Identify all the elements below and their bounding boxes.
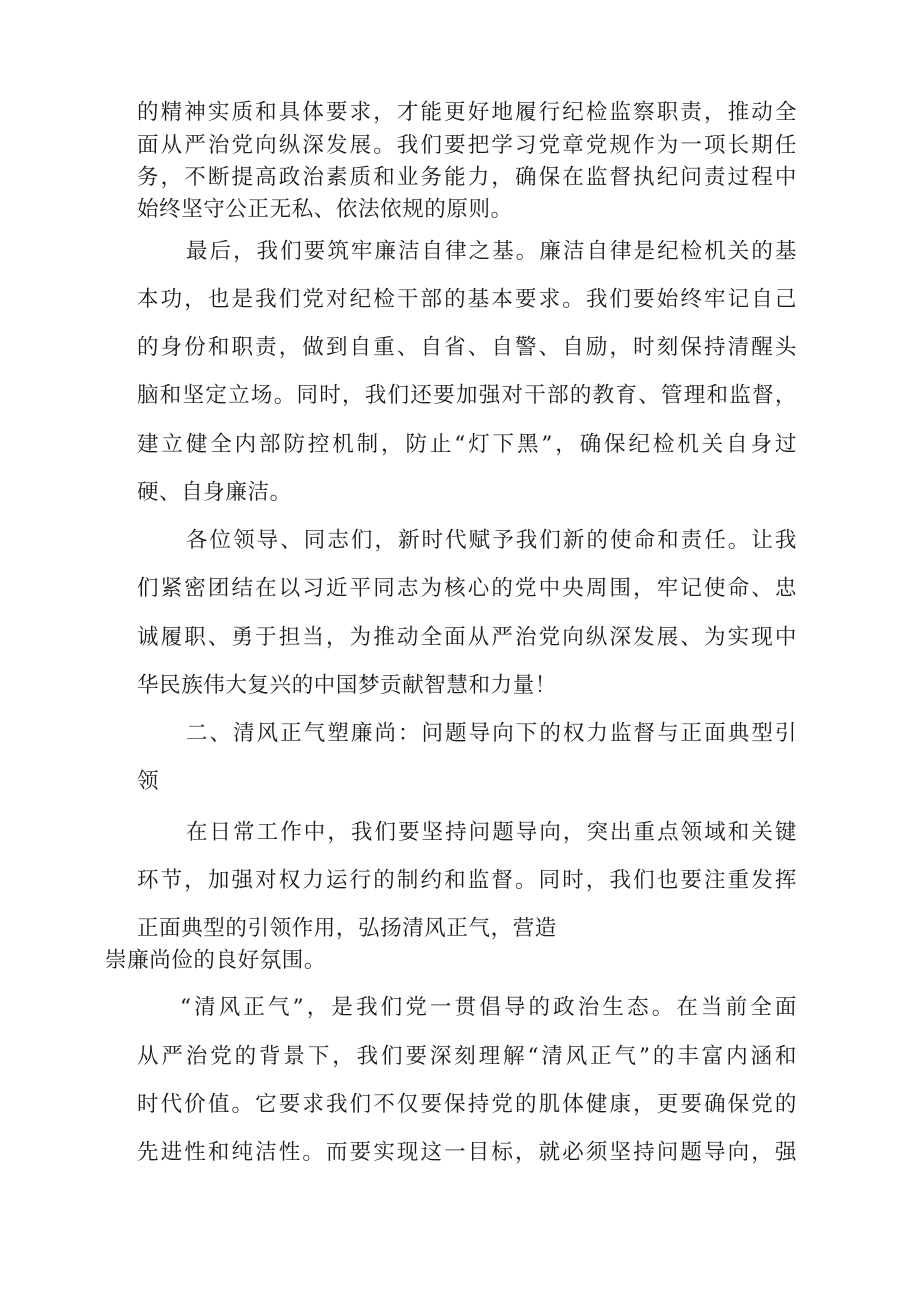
paragraph-2-line-3: 的身份和职责，做到自重、自省、自警、自励，时刻保持清醒头 [137, 335, 797, 360]
paragraph-3-line-2: 们紧密团结在以习近平同志为核心的党中央周围，牢记使命、忠 [137, 576, 797, 601]
section-heading-line-2: 领 [137, 769, 160, 794]
paragraph-1-line-4: 始终坚守公正无私、依法依规的原则。 [137, 197, 513, 222]
paragraph-2-line-6: 硬、自身廉洁。 [137, 480, 292, 505]
paragraph-5-line-3: 时代价值。它要求我们不仅要保持党的肌体健康，更要确保党的 [137, 1092, 797, 1117]
paragraph-3-line-4: 华民族伟大复兴的中国梦贡献智慧和力量！ [137, 673, 557, 698]
paragraph-1-line-2: 面从严治党向纵深发展。我们要把学习党章党规作为一项长期任 [137, 133, 797, 158]
paragraph-4-line-2: 环节，加强对权力运行的制约和监督。同时，我们也要注重发挥 [137, 868, 797, 893]
section-heading-line-1: 二、清风正气塑廉尚：问题导向下的权力监督与正面典型引 [186, 721, 797, 746]
paragraph-3-line-3: 诚履职、勇于担当，为推动全面从严治党向纵深发展、为实现中 [137, 625, 797, 650]
paragraph-4-line-1: 在日常工作中，我们要坚持问题导向，突出重点领域和关键 [186, 820, 797, 845]
paragraph-2-line-5: 建立健全内部防控机制，防止“灯下黑”，确保纪检机关自身过 [137, 432, 797, 457]
paragraph-5-line-4: 先进性和纯洁性。而要实现这一目标，就必须坚持问题导向，强 [137, 1140, 797, 1165]
paragraph-2-line-2: 本功，也是我们党对纪检干部的基本要求。我们要始终牢记自己 [137, 287, 797, 312]
paragraph-3-line-1: 各位领导、同志们，新时代赋予我们新的使命和责任。让我 [186, 528, 797, 553]
paragraph-2-line-4: 脑和坚定立场。同时，我们还要加强对干部的教育、管理和监督， [137, 383, 797, 408]
paragraph-5-line-1: “清风正气”，是我们党一贯倡导的政治生态。在当前全面 [180, 995, 797, 1020]
paragraph-1-line-3: 务，不断提高政治素质和业务能力，确保在监督执纪问责过程中 [137, 165, 797, 190]
paragraph-4-line-4: 崇廉尚俭的良好氛围。 [105, 948, 327, 973]
paragraph-4-line-3: 正面典型的引领作用，弘扬清风正气，营造 [137, 916, 557, 941]
paragraph-1-line-1: 的精神实质和具体要求，才能更好地履行纪检监察职责，推动全 [137, 100, 797, 125]
paragraph-5-line-2: 从严治党的背景下，我们要深刻理解“清风正气”的丰富内涵和 [137, 1044, 797, 1069]
paragraph-2-line-1: 最后，我们要筑牢廉洁自律之基。廉洁自律是纪检机关的基 [186, 239, 797, 264]
